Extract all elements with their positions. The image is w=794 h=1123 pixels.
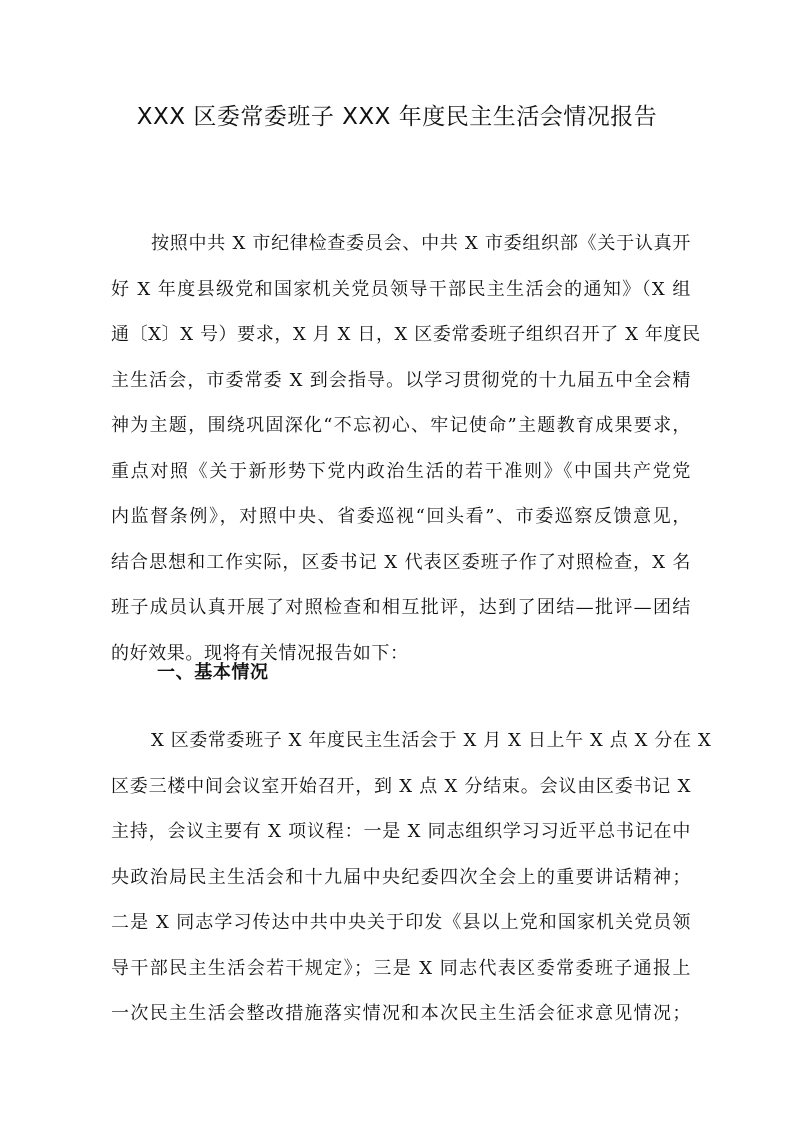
document-title: XXX 区委常委班子 XXX 年度民主生活会情况报告 <box>136 104 658 130</box>
section-heading-basic-situation: 一、基本情况 <box>157 662 269 683</box>
text-line: 结合思想和工作实际，区委书记 X 代表区委班子作了对照检查，X 名 <box>111 551 691 573</box>
paragraph-intro <box>111 221 701 676</box>
text-line: 二是 X 同志学习传达中共中央关于印发《县以上党和国家机关党员领 <box>111 912 691 933</box>
text-line: 按照中共 X 市纪律检查委员会、中共 X 市委组织部《关于认真开 <box>151 233 691 254</box>
text-line: 内监督条例》，对照中央、省委巡视“回头看”、市委巡察反馈意见， <box>111 506 691 527</box>
text-line: 主持，会议主要有 X 项议程：一是 X 同志组织学习习近平总书记在中 <box>111 821 691 842</box>
text-line: X 区委常委班子 X 年度民主生活会于 X 月 X 日上午 X 点 X 分在 X <box>151 730 712 751</box>
text-line: 通〔X〕X 号）要求，X 月 X 日，X 区委常委班子组织召开了 X 年度民 <box>111 324 701 345</box>
text-line: 一次民主生活会整改措施落实情况和本次民主生活会征求意见情况； <box>111 1003 691 1024</box>
text-line: 班子成员认真开展了对照检查和相互批评，达到了团结—批评—团结 <box>111 597 691 618</box>
text-line: 的好效果。现将有关情况报告如下： <box>111 642 409 664</box>
text-line: 区委三楼中间会议室开始召开，到 X 点 X 分结束。会议由区委书记 X <box>111 775 691 797</box>
text-line: 重点对照《关于新形势下党内政治生活的若干准则》《中国共产党党 <box>111 460 691 482</box>
paragraph-basic-situation <box>111 718 712 1037</box>
text-line: 央政治局民主生活会和十九届中央纪委四次全会上的重要讲话精神； <box>111 866 691 888</box>
text-line: 神为主题，围绕巩固深化“不忘初心、牢记使命”主题教育成果要求， <box>111 415 691 436</box>
text-line: 主生活会，市委常委 X 到会指导。以学习贯彻党的十九届五中全会精 <box>111 369 691 391</box>
text-line: 导干部民主生活会若干规定》；三是 X 同志代表区委常委班子通报上 <box>111 957 691 979</box>
text-line: 好 X 年度县级党和国家机关党员领导干部民主生活会的通知》（X 组 <box>111 278 691 300</box>
